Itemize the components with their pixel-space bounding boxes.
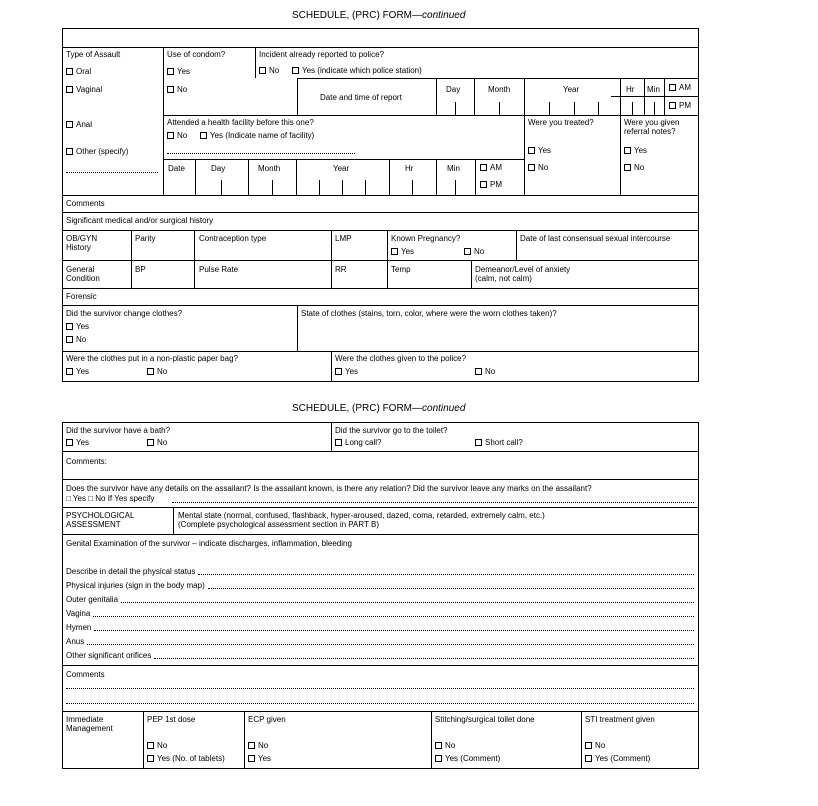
given-police-label: Were the clothes given to the police? [335, 354, 467, 363]
known-pregnancy-label: Known Pregnancy? [391, 234, 461, 243]
temp-label: Temp [391, 265, 411, 274]
rule [163, 115, 699, 116]
checkbox[interactable] [248, 742, 255, 749]
rr-label: RR [335, 265, 347, 274]
treated-yes[interactable]: Yes [528, 146, 551, 155]
stitching-yes[interactable]: Yes (Comment) [435, 754, 500, 763]
facility-pm[interactable]: PM [480, 180, 502, 189]
rule [62, 212, 699, 213]
checkbox[interactable] [435, 742, 442, 749]
form-page-2 [0, 390, 818, 806]
demeanor-label-2: (calm, not calm) [475, 274, 532, 283]
referral-yes[interactable]: Yes [624, 146, 647, 155]
tick [412, 180, 413, 195]
exam-line-label: Anus [66, 637, 85, 646]
facility-date-label: Date [168, 164, 185, 173]
tick [272, 180, 273, 195]
comments-label: Comments: [66, 457, 107, 466]
facility-year-label: Year [333, 164, 350, 173]
report-day-label: Day [446, 85, 461, 94]
rule [644, 78, 645, 115]
bp-label: BP [135, 265, 146, 274]
exam-line-label: Outer genitalia [66, 595, 119, 604]
given-police-yes[interactable]: Yes [335, 367, 358, 376]
significant-history-label: Significant medical and/or surgical history [66, 216, 214, 225]
report-month-label: Month [488, 85, 511, 94]
rule [62, 711, 699, 712]
facility-month-label: Month [258, 164, 281, 173]
ecp-no[interactable]: No [248, 741, 268, 750]
exam-line-fill[interactable] [198, 574, 694, 575]
treated-no[interactable]: No [528, 163, 548, 172]
checkbox[interactable] [669, 102, 676, 109]
sti-no[interactable]: No [585, 741, 605, 750]
rule [436, 159, 437, 195]
immediate-label-1: Immediate [66, 715, 104, 724]
report-min-label: Min [647, 85, 660, 94]
facility-min-label: Min [447, 164, 460, 173]
paper-bag-no[interactable]: No [147, 367, 167, 376]
rule [524, 78, 525, 195]
exam-line-fill[interactable] [154, 658, 694, 659]
page-1-title: SCHEDULE, (PRC) FORM—continued [292, 10, 466, 21]
rule [297, 78, 699, 79]
ecp-label: ECP given [248, 715, 286, 724]
checkbox[interactable] [528, 164, 535, 171]
exam-line-label: Hymen [66, 623, 92, 632]
rule [195, 159, 196, 195]
checkbox[interactable] [480, 181, 487, 188]
stitching-no[interactable]: No [435, 741, 455, 750]
exam-line-fill[interactable] [208, 588, 694, 589]
facility-hr-label: Hr [405, 164, 414, 173]
rule [471, 260, 472, 288]
report-am[interactable]: AM [669, 83, 691, 92]
pep-label: PEP 1st dose [147, 715, 196, 724]
checkbox[interactable] [66, 323, 73, 330]
checkbox[interactable] [528, 147, 535, 154]
assailant-options[interactable]: □ Yes □ No If Yes specify [66, 494, 155, 503]
rule [664, 78, 665, 115]
contraception-label: Contraception type [199, 234, 267, 243]
checkbox[interactable] [66, 86, 73, 93]
checkbox[interactable] [669, 84, 676, 91]
last-intercourse-label: Date of last consensual sexual intercourse [520, 234, 671, 243]
rule [62, 47, 699, 48]
demeanor-label-1: Demeanor/Level of anxiety [475, 265, 571, 274]
tick [365, 180, 366, 195]
comments-line[interactable] [66, 703, 694, 704]
psych-label-1: PSYCHOLOGICAL [66, 511, 135, 520]
oral-option[interactable]: Oral [66, 67, 91, 76]
rule [62, 195, 699, 196]
rule [62, 260, 699, 261]
comments-label-2: Comments [66, 670, 105, 679]
rule [516, 230, 517, 260]
incident-reported-label: Incident already reported to police? [259, 50, 384, 59]
toilet-label: Did the survivor go to the toilet? [335, 426, 448, 435]
rule [387, 230, 388, 288]
page-1-frame [62, 28, 699, 382]
checkbox[interactable] [435, 755, 442, 762]
checkbox[interactable] [66, 368, 73, 375]
checkbox[interactable] [66, 148, 73, 155]
checkbox[interactable] [200, 132, 207, 139]
report-pm[interactable]: PM [669, 101, 691, 110]
checkbox[interactable] [167, 68, 174, 75]
sti-yes[interactable]: Yes (Comment) [585, 754, 650, 763]
assailant-specify-line[interactable] [172, 502, 694, 503]
form-page-1 [0, 0, 818, 390]
checkbox[interactable] [292, 67, 299, 74]
facility-no[interactable]: No [167, 131, 187, 140]
rule [331, 230, 332, 288]
other-option[interactable]: Other (specify) [66, 147, 128, 156]
tick [654, 102, 655, 115]
rule [244, 711, 245, 769]
exam-line-fill[interactable] [94, 630, 694, 631]
referral-label-1: Were you given [624, 118, 680, 127]
report-year-label: Year [563, 85, 580, 94]
rule [297, 78, 298, 115]
treated-label: Were you treated? [528, 118, 594, 127]
rule [474, 78, 475, 115]
date-time-report-label: Date and time of report [320, 93, 402, 102]
checkbox[interactable] [480, 164, 487, 171]
rule [331, 422, 332, 451]
mental-state-1: Mental state (normal, confused, flashback, hyper-aroused, dazed, coma, retarded, extremely calm, etc.) [178, 511, 545, 520]
checkbox[interactable] [66, 336, 73, 343]
rule [62, 507, 699, 508]
rule [131, 230, 132, 288]
page-2-title: SCHEDULE, (PRC) FORM—continued [292, 403, 466, 414]
anal-option[interactable]: Anal [66, 120, 92, 129]
checkbox[interactable] [248, 755, 255, 762]
facility-name-line[interactable] [167, 153, 355, 154]
exam-line-label: Describe in detail the physical status [66, 567, 196, 576]
checkbox[interactable] [475, 368, 482, 375]
vaginal-option[interactable]: Vaginal [66, 85, 102, 94]
parity-label: Parity [135, 234, 156, 243]
rule [62, 305, 699, 306]
pep-yes[interactable]: Yes (No. of tablets) [147, 754, 225, 763]
pregnancy-yes[interactable]: Yes [391, 247, 414, 256]
type-of-assault-label: Type of Assault [66, 50, 121, 59]
rule [581, 711, 582, 769]
rule [389, 159, 390, 195]
rule [431, 711, 432, 769]
paper-bag-label: Were the clothes put in a non-plastic paper bag? [66, 354, 238, 363]
checkbox[interactable] [335, 439, 342, 446]
rule [62, 451, 699, 452]
state-of-clothes-label: State of clothes (stains, torn, color, where were the worn clothes taken)? [301, 309, 557, 318]
referral-no[interactable]: No [624, 163, 644, 172]
assailant-question: Does the survivor have any details on the assailant? Is the assailant known, is there any relation? Did the survivor leave any marks on the assailant? [66, 484, 592, 493]
checkbox[interactable] [475, 439, 482, 446]
checkbox[interactable] [147, 742, 154, 749]
rule [255, 47, 256, 78]
rule [163, 159, 525, 160]
referral-label-2: referral notes? [624, 127, 676, 136]
attended-facility-label: Attended a health facility before this one? [167, 118, 314, 127]
rule [62, 230, 699, 231]
rule [248, 159, 249, 195]
checkbox[interactable] [167, 86, 174, 93]
comments-label: Comments [66, 199, 105, 208]
checkbox[interactable] [624, 147, 631, 154]
rule [296, 159, 297, 195]
police-no[interactable]: No [259, 66, 279, 75]
pregnancy-no[interactable]: No [464, 247, 484, 256]
condom-no[interactable]: No [167, 85, 187, 94]
checkbox[interactable] [585, 755, 592, 762]
short-call-option[interactable]: Short call? [475, 438, 523, 447]
exam-line-fill[interactable] [87, 644, 694, 645]
paper-bag-yes[interactable]: Yes [66, 367, 89, 376]
rule [62, 665, 699, 666]
rule [143, 711, 144, 769]
bath-label: Did the survivor have a bath? [66, 426, 171, 435]
tick [319, 180, 320, 195]
obgyn-label-1: OB/GYN [66, 234, 98, 243]
facility-yes[interactable]: Yes (Indicate name of facility) [200, 131, 314, 140]
tick [598, 102, 599, 115]
bath-yes[interactable]: Yes [66, 438, 89, 447]
exam-line-label: Physical injuries (sign in the body map) [66, 581, 205, 590]
rule [194, 230, 195, 288]
ecp-yes[interactable]: Yes [248, 754, 271, 763]
tick [455, 180, 456, 195]
facility-am[interactable]: AM [480, 163, 502, 172]
psych-label-2: ASSESSMENT [66, 520, 121, 529]
comments-line[interactable] [66, 688, 694, 689]
tick [342, 180, 343, 195]
change-clothes-no[interactable]: No [66, 335, 86, 344]
mental-state-2: (Complete psychological assessment section in PART B) [178, 520, 379, 529]
rule [331, 351, 332, 382]
exam-line-fill[interactable] [121, 602, 694, 603]
tick [632, 102, 633, 115]
rule [173, 507, 174, 534]
rule [62, 534, 699, 535]
checkbox[interactable] [585, 742, 592, 749]
tick [455, 102, 456, 115]
checkbox[interactable] [464, 248, 471, 255]
exam-line-label: Vagina [66, 609, 91, 618]
checkbox[interactable] [335, 368, 342, 375]
tick [574, 102, 575, 115]
genital-exam-label: Genital Examination of the survivor – indicate discharges, inflammation, bleeding [66, 539, 352, 548]
pep-no[interactable]: No [147, 741, 167, 750]
tick [221, 180, 222, 195]
checkbox[interactable] [66, 439, 73, 446]
rule [62, 351, 699, 352]
police-yes[interactable]: Yes (indicate which police station) [292, 66, 422, 75]
checkbox[interactable] [167, 132, 174, 139]
rule [163, 47, 164, 195]
given-police-no[interactable]: No [475, 367, 495, 376]
use-of-condom-label: Use of condom? [167, 50, 226, 59]
pulse-label: Pulse Rate [199, 265, 239, 274]
other-specify-line[interactable] [66, 172, 158, 173]
checkbox[interactable] [147, 755, 154, 762]
rule [475, 159, 476, 195]
condom-yes[interactable]: Yes [167, 67, 190, 76]
checkbox[interactable] [66, 121, 73, 128]
facility-day-label: Day [211, 164, 226, 173]
change-clothes-yes[interactable]: Yes [66, 322, 89, 331]
checkbox[interactable] [259, 67, 266, 74]
checkbox[interactable] [624, 164, 631, 171]
checkbox[interactable] [66, 68, 73, 75]
stitching-label: Stitching/surgical toilet done [435, 715, 535, 724]
lmp-label: LMP [335, 234, 352, 243]
rule [62, 288, 699, 289]
sti-label: STI treatment given [585, 715, 655, 724]
exam-line-fill[interactable] [93, 616, 694, 617]
checkbox[interactable] [147, 368, 154, 375]
rule [620, 78, 621, 195]
rule [297, 305, 298, 351]
change-clothes-label: Did the survivor change clothes? [66, 309, 183, 318]
checkbox[interactable] [147, 439, 154, 446]
immediate-label-2: Management [66, 724, 113, 733]
general-label-1: General [66, 265, 95, 274]
rule [611, 96, 699, 97]
report-hr-label: Hr [626, 85, 635, 94]
exam-line-label: Other significant orifices [66, 651, 152, 660]
rule [436, 78, 437, 115]
tick [499, 102, 500, 115]
tick [549, 102, 550, 115]
general-label-2: Condition [66, 274, 100, 283]
checkbox[interactable] [391, 248, 398, 255]
rule [62, 479, 699, 480]
obgyn-label-2: History [66, 243, 91, 252]
bath-no[interactable]: No [147, 438, 167, 447]
long-call-option[interactable]: Long call? [335, 438, 381, 447]
forensic-label: Forensic [66, 292, 97, 301]
